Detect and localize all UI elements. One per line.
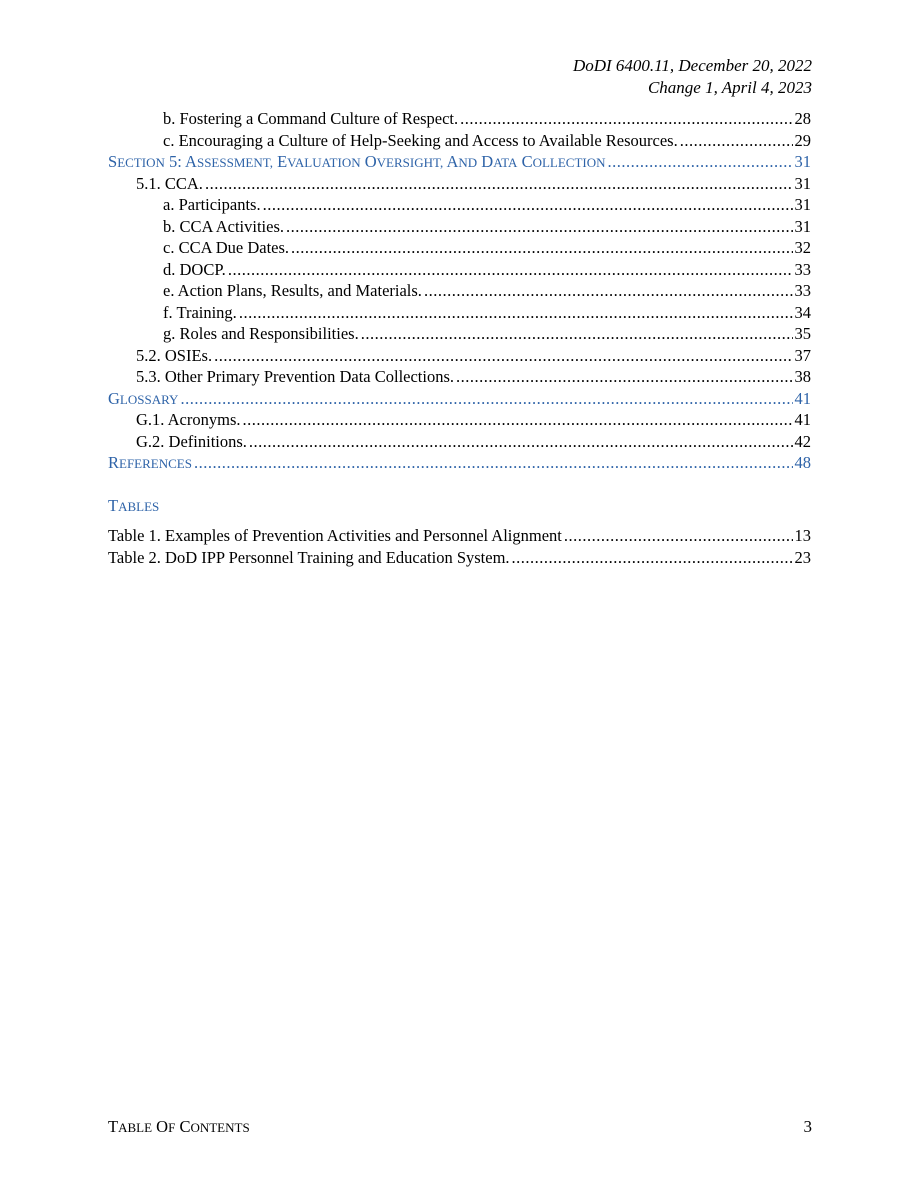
toc-entry-page: 31: [794, 216, 811, 236]
toc-entry-label: 5.1. CCA.: [136, 173, 203, 193]
toc-entry[interactable]: [108, 130, 811, 152]
header-doc-id: DoDI 6400.11, December 20, 2022: [572, 56, 812, 75]
toc-entry-page: 13: [794, 526, 811, 545]
toc-entry-page: 33: [794, 281, 811, 300]
dot-leader: [194, 452, 793, 474]
tables-heading-text: TABLES: [108, 496, 160, 515]
table-list-entry[interactable]: [108, 525, 811, 547]
dot-leader: [239, 302, 793, 324]
toc-entry-label: G.2. Definitions.: [136, 431, 247, 451]
toc-entry-page: 31: [794, 173, 811, 193]
toc-entry-page: 48: [794, 453, 811, 472]
toc-entry-label: c. Encouraging a Culture of Help-Seeking and Access to Available Resources.: [163, 130, 678, 150]
dot-leader: [361, 323, 793, 345]
dot-leader: [263, 194, 793, 216]
toc-entry-label: 5.3. Other Primary Prevention Data Collections.: [136, 367, 455, 386]
toc-entry[interactable]: [108, 259, 811, 281]
toc-entry-label: REFERENCES: [108, 453, 192, 472]
toc-section-entry[interactable]: [108, 388, 811, 410]
toc-entry-page: 42: [794, 431, 811, 451]
toc-entry-label: b. Fostering a Command Culture of Respect.: [163, 109, 459, 128]
toc-entry-page: 33: [794, 259, 811, 279]
toc-entry-label: Table 2. DoD IPP Personnel Training and Education System.: [108, 547, 510, 567]
toc-entry-page: 41: [794, 410, 811, 429]
toc-entry-label: g. Roles and Responsibilities.: [163, 324, 359, 343]
toc-entry-label: c. CCA Due Dates.: [163, 238, 290, 257]
toc-entry-label: SECTION 5: ASSESSMENT, EVALUATION OVERSIGHT, AND DATA COLLECTION: [108, 152, 606, 171]
dot-leader: [424, 280, 793, 302]
dot-leader: [214, 345, 792, 367]
tables-heading: [108, 496, 159, 516]
page-number: 3: [803, 1117, 812, 1136]
toc-entry-page: 41: [794, 388, 811, 408]
toc-entry-page: 38: [794, 367, 811, 386]
toc-entry[interactable]: [108, 366, 811, 388]
table-list-entry[interactable]: [108, 547, 811, 569]
dot-leader: [680, 130, 793, 152]
toc-entry-page: 31: [794, 152, 811, 171]
dot-leader: [286, 216, 792, 238]
tables-list: [108, 525, 811, 568]
toc-entry-label: GLOSSARY: [108, 388, 179, 408]
dot-leader: [460, 108, 792, 130]
dot-leader: [564, 525, 793, 547]
toc-entry[interactable]: [108, 345, 811, 367]
dot-leader: [180, 388, 792, 410]
toc-entry-label: d. DOCP.: [163, 259, 226, 279]
toc-entry[interactable]: [108, 409, 811, 431]
toc-entry[interactable]: [108, 237, 811, 259]
toc-entry[interactable]: [108, 216, 811, 238]
dot-leader: [249, 431, 793, 453]
footer-section-title: [108, 1117, 250, 1137]
dot-leader: [243, 409, 793, 431]
toc-entry[interactable]: [108, 302, 811, 324]
dot-leader: [205, 173, 793, 195]
toc-entry-page: 35: [794, 324, 811, 343]
toc-entry[interactable]: [108, 323, 811, 345]
document-header: [573, 55, 812, 99]
table-of-contents: [108, 108, 811, 474]
toc-entry-label: e. Action Plans, Results, and Materials.: [163, 281, 422, 300]
toc-entry-page: 29: [794, 130, 811, 150]
toc-entry[interactable]: [108, 108, 811, 130]
toc-entry-page: 32: [794, 238, 811, 257]
toc-entry[interactable]: [108, 194, 811, 216]
toc-section-entry[interactable]: [108, 452, 811, 474]
toc-entry-label: Table 1. Examples of Prevention Activities and Personnel Alignment: [108, 526, 562, 545]
toc-entry-page: 31: [794, 195, 811, 214]
dot-leader: [228, 259, 793, 281]
toc-entry-label: f. Training.: [163, 302, 237, 322]
dot-leader: [512, 547, 793, 569]
toc-entry-label: 5.2. OSIEs.: [136, 345, 213, 365]
toc-entry-page: 23: [794, 547, 811, 567]
toc-entry-page: 34: [794, 302, 811, 322]
toc-entry-label: G.1. Acronyms.: [136, 410, 241, 429]
toc-section-entry[interactable]: [108, 151, 811, 173]
toc-entry[interactable]: [108, 173, 811, 195]
toc-entry-label: b. CCA Activities.: [163, 216, 285, 236]
dot-leader: [456, 366, 792, 388]
toc-entry-label: a. Participants.: [163, 195, 261, 214]
toc-entry[interactable]: [108, 280, 811, 302]
header-change-date: Change 1, April 4, 2023: [647, 78, 812, 97]
toc-entry-page: 28: [794, 109, 811, 128]
dot-leader: [608, 151, 793, 173]
dot-leader: [291, 237, 792, 259]
footer-section-title-text: TABLE OF CONTENTS: [108, 1117, 250, 1136]
toc-entry-page: 37: [794, 345, 811, 365]
toc-entry[interactable]: [108, 431, 811, 453]
